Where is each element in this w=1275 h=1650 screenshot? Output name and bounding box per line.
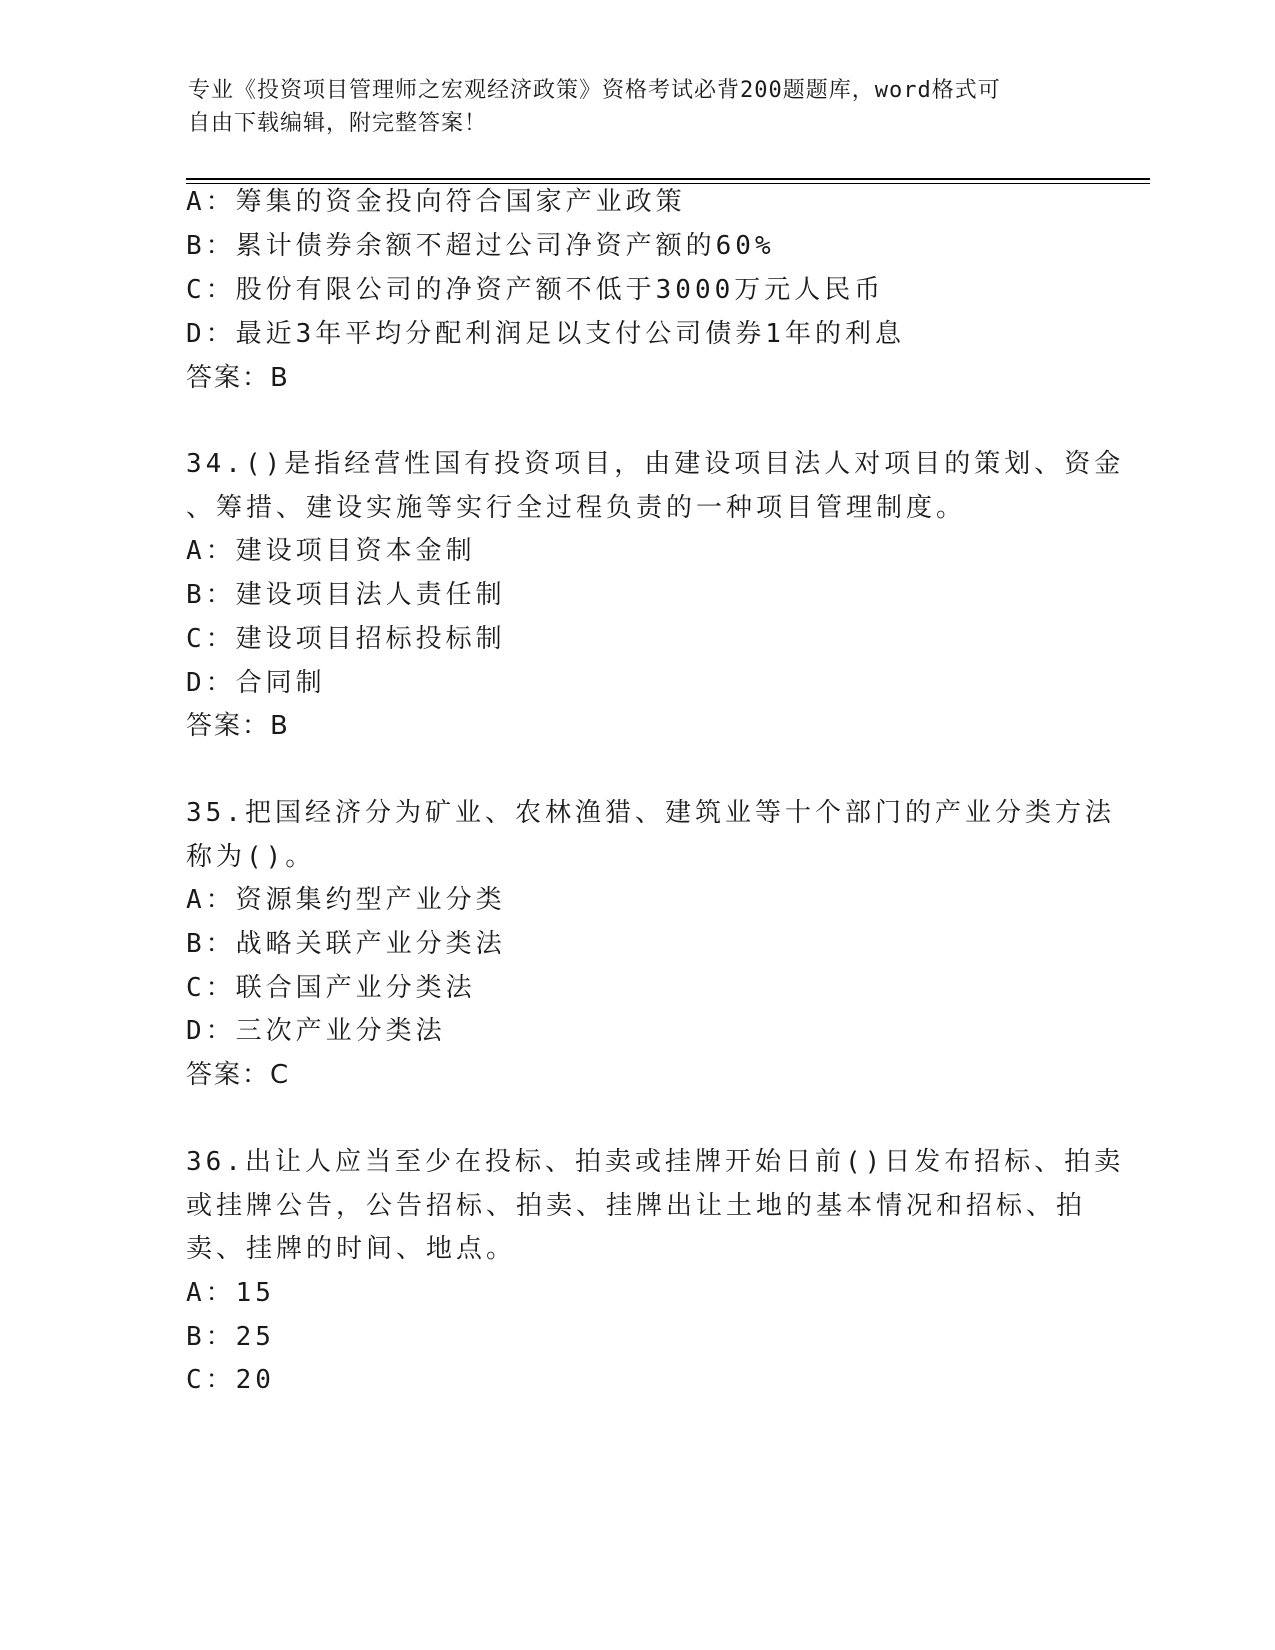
- header-rule-thin: [186, 183, 1150, 184]
- q36-option-a: A：15: [186, 1278, 275, 1308]
- q35-option-d: D：三次产业分类法: [186, 1016, 446, 1046]
- q33-option-a: A：筹集的资金投向符合国家产业政策: [186, 187, 686, 217]
- q35-stem-line2: 称为()。: [186, 842, 316, 872]
- q33-option-c: C：股份有限公司的净资产额不低于3000万元人民币: [186, 275, 885, 305]
- q34-answer: 答案：B: [186, 711, 290, 741]
- q36-stem-line3: 卖、挂牌的时间、地点。: [186, 1234, 517, 1264]
- q36-option-b: B：25: [186, 1322, 275, 1352]
- header-rule: [186, 178, 1150, 184]
- q35-option-c: C：联合国产业分类法: [186, 973, 476, 1003]
- q34-stem-line2: 、筹措、建设实施等实行全过程负责的一种项目管理制度。: [186, 493, 967, 523]
- q33-answer: 答案：B: [186, 363, 290, 393]
- q34-stem-line1: 34.()是指经营性国有投资项目，由建设项目法人对项目的策划、资金: [186, 449, 1125, 479]
- q36-stem-line2: 或挂牌公告，公告招标、拍卖、挂牌出让土地的基本情况和招标、拍: [186, 1191, 1087, 1221]
- q34-option-d: D：合同制: [186, 668, 326, 698]
- q34-option-b: B：建设项目法人责任制: [186, 580, 506, 610]
- q34-option-c: C：建设项目招标投标制: [186, 624, 506, 654]
- q35-option-b: B：战略关联产业分类法: [186, 929, 506, 959]
- q33-option-b: B：累计债券余额不超过公司净资产额的60%: [186, 231, 775, 261]
- q34-option-a: A：建设项目资本金制: [186, 536, 476, 566]
- q35-option-a: A：资源集约型产业分类: [186, 885, 506, 915]
- q35-stem-line1: 35.把国经济分为矿业、农林渔猎、建筑业等十个部门的产业分类方法: [186, 798, 1115, 828]
- q35-answer: 答案：C: [186, 1060, 291, 1090]
- header-rule-thick: [186, 178, 1150, 180]
- q33-option-d: D：最近3年平均分配利润足以支付公司债券1年的利息: [186, 319, 905, 349]
- q36-option-c: C：20: [186, 1365, 275, 1395]
- q36-stem-line1: 36.出让人应当至少在投标、拍卖或挂牌开始日前()日发布招标、拍卖: [186, 1147, 1125, 1177]
- document-header: 专业《投资项目管理师之宏观经济政策》资格考试必背200题题库，word格式可 自由下载编辑，附完整答案！: [188, 78, 1001, 136]
